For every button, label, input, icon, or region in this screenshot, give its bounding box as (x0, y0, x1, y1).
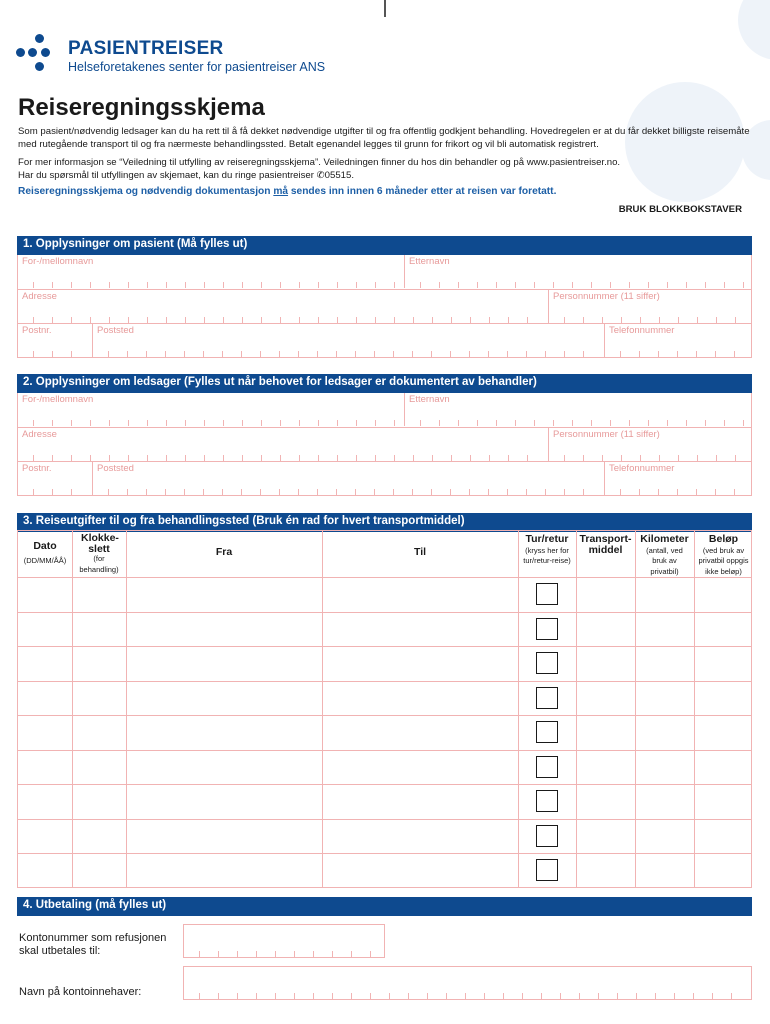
table-row[interactable] (18, 784, 751, 819)
patient-ssn-field[interactable]: Personnummer (11 siffer) (548, 290, 753, 323)
companion-postal-place-field[interactable]: Poststed (92, 462, 604, 495)
col-roundtrip-header: Tur/retur (kryss her for tur/retur-reise) (523, 533, 571, 565)
col-km-header: Kilometer (antall, ved bruk av privatbil) (640, 533, 689, 576)
col-amount-header: Beløp (ved bruk av privatbil oppgis ikke beløp) (698, 533, 749, 576)
table-row[interactable] (18, 853, 751, 888)
logo-subtitle: Helseforetakenes senter for pasientreiser ANS (68, 60, 326, 74)
roundtrip-checkbox[interactable] (536, 756, 558, 778)
table-row[interactable] (18, 715, 751, 750)
table-row[interactable] (18, 612, 751, 647)
companion-postal-row (18, 461, 751, 495)
roundtrip-checkbox[interactable] (536, 583, 558, 605)
intro-paragraph: Som pasient/nødvendig ledsager kan du ha rett til å få dekket nødvendige utgifter til og fra offentlig godkjent behandling. Hovedregelen er at du får dekket billigste reisemåte med rutegående transport til og fra nærmeste behandlingssted. Betalt egenandel legges til grunn for frikort og vil bli automatisk registrert. (18, 126, 750, 151)
block-letters-note: BRUK BLOKKBOKSTAVER (618, 204, 742, 215)
section-1-header: 1. Opplysninger om pasient (Må fylles ut) (17, 236, 752, 255)
deadline-warning: Reiseregningsskjema og nødvendig dokumentasjon må sendes inn innen 6 måneder etter at reisen var foretatt. (18, 186, 557, 197)
table-row[interactable] (18, 681, 751, 716)
patient-postal-code-field[interactable]: Postnr. (18, 324, 92, 357)
roundtrip-checkbox[interactable] (536, 859, 558, 881)
companion-name-row (18, 393, 751, 427)
table-row[interactable] (18, 577, 751, 612)
roundtrip-checkbox[interactable] (536, 721, 558, 743)
section-3-header: 3. Reiseutgifter til og fra behandlingssted (Bruk én rad for hvert transportmiddel) (17, 513, 752, 532)
intro-paragraph: Har du spørsmål til utfyllingen av skjemaet, kan du ringe pasientreiser ✆05515. (18, 169, 354, 181)
col-to-header: Til (413, 546, 427, 558)
companion-first-name-field[interactable]: For-/mellomnavn (18, 393, 404, 426)
companion-postal-code-field[interactable]: Postnr. (18, 462, 92, 495)
section-4-header: 4. Utbetaling (må fylles ut) (17, 897, 752, 916)
page-title: Reiseregningsskjema (18, 94, 265, 121)
roundtrip-checkbox[interactable] (536, 825, 558, 847)
companion-phone-field[interactable]: Telefonnummer (604, 462, 753, 495)
patient-phone-field[interactable]: Telefonnummer (604, 324, 753, 357)
patient-address-row (18, 289, 751, 323)
patient-last-name-field[interactable]: Etternavn (404, 255, 753, 288)
travel-expense-table (17, 530, 752, 888)
patient-first-name-field[interactable]: For-/mellomnavn (18, 255, 404, 288)
intro-paragraph: For mer informasjon se “Veiledning til utfylling av reiseregningsskjema”. Veiledningen finner du hos din behandler og på www.pasientreiser.no. (18, 156, 621, 168)
patient-postal-place-field[interactable]: Poststed (92, 324, 604, 357)
logo-name: PASIENTREISER (68, 38, 224, 59)
patient-name-row (18, 255, 751, 289)
account-number-field[interactable] (183, 924, 385, 958)
roundtrip-checkbox[interactable] (536, 790, 558, 812)
account-number-label: Kontonummer som refusjonen skal utbetales til: (19, 932, 167, 957)
companion-last-name-field[interactable]: Etternavn (404, 393, 753, 426)
roundtrip-checkbox[interactable] (536, 618, 558, 640)
account-holder-field[interactable] (183, 966, 752, 1000)
col-transport-header: Transport-middel (579, 533, 632, 556)
table-row[interactable] (18, 750, 751, 785)
section-2-header: 2. Opplysninger om ledsager (Fylles ut når behovet for ledsager er dokumentert av behandler) (17, 374, 752, 393)
background-circle (738, 0, 770, 60)
roundtrip-checkbox[interactable] (536, 652, 558, 674)
patient-fields (17, 255, 752, 358)
companion-ssn-field[interactable]: Personnummer (11 siffer) (548, 428, 753, 461)
companion-address-field[interactable]: Adresse (18, 428, 548, 461)
table-row[interactable] (18, 819, 751, 854)
patient-postal-row (18, 323, 751, 357)
col-date-header: Dato (DD/MM/ÅÅ) (23, 540, 67, 565)
account-holder-label: Navn på kontoinnehaver: (19, 986, 142, 998)
companion-address-row (18, 427, 751, 461)
logo-dots-icon (16, 34, 60, 74)
intro-text (18, 125, 758, 186)
table-row[interactable] (18, 646, 751, 681)
companion-fields (17, 393, 752, 496)
col-from-header: Fra (215, 546, 233, 558)
patient-address-field[interactable]: Adresse (18, 290, 548, 323)
col-time-header: Klokke-slett (for behandling) (79, 532, 119, 574)
fold-mark (384, 0, 386, 17)
roundtrip-checkbox[interactable] (536, 687, 558, 709)
